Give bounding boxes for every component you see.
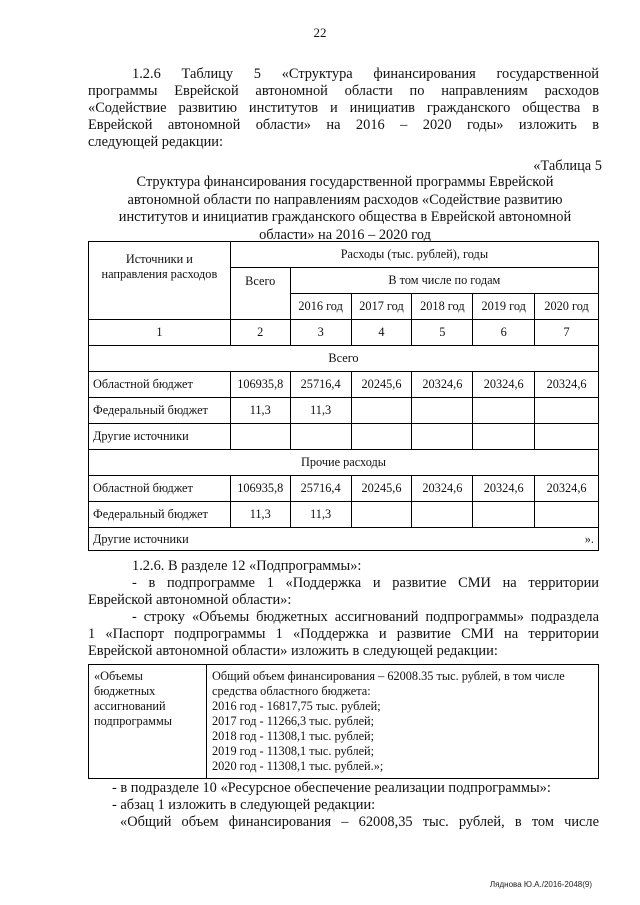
section-title: Прочие расходы	[89, 450, 599, 476]
cell-value	[473, 398, 535, 424]
text-line: - абзац 1 изложить в следующей редакции:	[112, 797, 376, 813]
cell-value: 20245,6	[351, 372, 412, 398]
passport-value-line: 2018 год - 11308,1 тыс. рублей;	[212, 729, 375, 743]
table-header-row	[89, 242, 599, 268]
cell-value	[351, 424, 412, 450]
row-label: Областной бюджет	[89, 476, 231, 502]
text-line: - в подразделе 10 «Ресурсное обеспечение реализации подпрограммы»:	[112, 780, 551, 796]
row-label: Другие источники	[89, 528, 231, 551]
cell-value: 20324,6	[535, 372, 599, 398]
column-number: 5	[412, 320, 473, 346]
intro-line: 1.2.6 Таблицу 5 «Структура финансирования государственной	[132, 66, 599, 82]
header-by-years: В том числе по годам	[290, 268, 598, 294]
table-row	[89, 398, 599, 424]
intro-line: программы Еврейской автономной области по направлениям расходов	[88, 83, 599, 99]
cell-value	[412, 502, 473, 528]
text-line: 1.2.6. В разделе 12 «Подпрограммы»:	[132, 558, 362, 574]
intro-paragraph	[88, 66, 599, 151]
text-line: Еврейской автономной области»:	[88, 592, 292, 608]
table-row	[89, 424, 599, 450]
cell-value	[535, 398, 599, 424]
caption-line: области» на 2016 – 2020 год	[259, 226, 431, 243]
table-row	[89, 372, 599, 398]
header-year: 2018 год	[412, 294, 473, 320]
passport-value-line: средства областного бюджета:	[212, 684, 371, 698]
header-expenses: Расходы (тыс. рублей), годы	[230, 242, 598, 268]
cell-value	[230, 424, 290, 450]
passport-value-line: 2016 год - 16817,75 тыс. рублей;	[212, 699, 381, 713]
row-label: Другие источники	[89, 424, 231, 450]
section-title-row	[89, 346, 599, 372]
passport-label-line: ассигнований	[94, 699, 166, 713]
cell-value: ».	[535, 528, 599, 551]
cell-value	[290, 528, 351, 551]
page-number: 22	[313, 25, 327, 40]
row-label: Федеральный бюджет	[89, 502, 231, 528]
cell-value: 11,3	[290, 398, 351, 424]
cell-value	[351, 502, 412, 528]
cell-value	[473, 424, 535, 450]
cell-value: 25716,4	[290, 476, 351, 502]
cell-value	[473, 528, 535, 551]
header-year: 2016 год	[290, 294, 351, 320]
table-caption	[118, 174, 572, 244]
table-row	[89, 528, 599, 551]
cell-value: 20324,6	[412, 476, 473, 502]
text-line: «Общий объем финансирования – 62008,35 тыс. рублей, в том числе	[120, 814, 599, 830]
cell-value: 25716,4	[290, 372, 351, 398]
section-title: Всего	[89, 346, 599, 372]
header-total: Всего	[230, 268, 290, 320]
column-number: 7	[535, 320, 599, 346]
column-number: 1	[89, 320, 231, 346]
cell-value: 106935,8	[230, 476, 290, 502]
table-row	[89, 476, 599, 502]
cell-value	[351, 528, 412, 551]
passport-value-line: Общий объем финансирования – 62008.35 тыс. рублей, в том числе	[212, 669, 565, 683]
cell-value	[535, 424, 599, 450]
row-label: Областной бюджет	[89, 372, 231, 398]
passport-label-line: подпрограммы	[94, 714, 172, 728]
column-number: 2	[230, 320, 290, 346]
passport-row	[89, 665, 599, 779]
header-year: 2020 год	[535, 294, 599, 320]
intro-line: Еврейской автономной области» на 2016 – 2020 годы» изложить в	[88, 117, 599, 133]
cell-value: 11,3	[290, 502, 351, 528]
text-line: - в подпрограмме 1 «Поддержка и развитие СМИ на территории	[132, 575, 599, 591]
cell-value: 20324,6	[412, 372, 473, 398]
cell-value: 20324,6	[473, 476, 535, 502]
table-label: «Таблица 5	[533, 158, 602, 174]
column-number: 6	[473, 320, 535, 346]
column-number: 3	[290, 320, 351, 346]
footer-signature: Ляднова Ю.А./2016-2048(9)	[489, 880, 592, 889]
passport-value-line: 2020 год - 11308,1 тыс. рублей.»;	[212, 759, 384, 773]
cell-value	[412, 424, 473, 450]
cell-value	[351, 398, 412, 424]
passport-label-line: бюджетных	[94, 684, 156, 698]
cell-value: 20245,6	[351, 476, 412, 502]
cell-value: 20324,6	[473, 372, 535, 398]
cell-value	[412, 398, 473, 424]
caption-line: институтов и инициатив гражданского общества в Еврейской автономной	[118, 209, 572, 225]
cell-value: 20324,6	[535, 476, 599, 502]
passport-value-line: 2019 год - 11308,1 тыс. рублей;	[212, 744, 375, 758]
passport-value-line: 2017 год - 11266,3 тыс. рублей;	[212, 714, 375, 728]
text-line: Еврейской автономной области» изложить в следующей редакции:	[88, 643, 498, 659]
financing-table	[88, 241, 599, 551]
column-number: 4	[351, 320, 412, 346]
intro-line: следующей редакции:	[88, 134, 223, 150]
section-title-row	[89, 450, 599, 476]
header-sources: Источники и направления расходов	[89, 242, 231, 320]
cell-value	[473, 502, 535, 528]
passport-right-cell	[207, 665, 599, 779]
passport-left-cell	[89, 665, 207, 779]
section-10-text	[88, 780, 599, 831]
cell-value	[230, 528, 290, 551]
cell-value: 11,3	[230, 502, 290, 528]
header-year: 2019 год	[473, 294, 535, 320]
header-year: 2017 год	[351, 294, 412, 320]
text-line: 1 «Паспорт подпрограммы 1 «Поддержка и развитие СМИ на территории	[88, 626, 599, 642]
section-12-text	[88, 558, 599, 660]
passport-table	[88, 664, 599, 779]
table-row	[89, 502, 599, 528]
column-number-row	[89, 320, 599, 346]
cell-value	[535, 502, 599, 528]
row-label: Федеральный бюджет	[89, 398, 231, 424]
cell-value: 106935,8	[230, 372, 290, 398]
caption-line: Структура финансирования государственной программы Еврейской	[136, 174, 554, 190]
caption-line: автономной области по направлениям расходов «Содействие развитию	[127, 191, 563, 208]
cell-value	[412, 528, 473, 551]
cell-value	[290, 424, 351, 450]
intro-line: «Содействие развитию институтов и инициатив гражданского общества в	[88, 100, 599, 116]
text-line: - строку «Объемы бюджетных ассигнований подпрограммы» подраздела	[132, 609, 599, 625]
cell-value: 11,3	[230, 398, 290, 424]
passport-label-line: «Объемы	[94, 669, 143, 683]
